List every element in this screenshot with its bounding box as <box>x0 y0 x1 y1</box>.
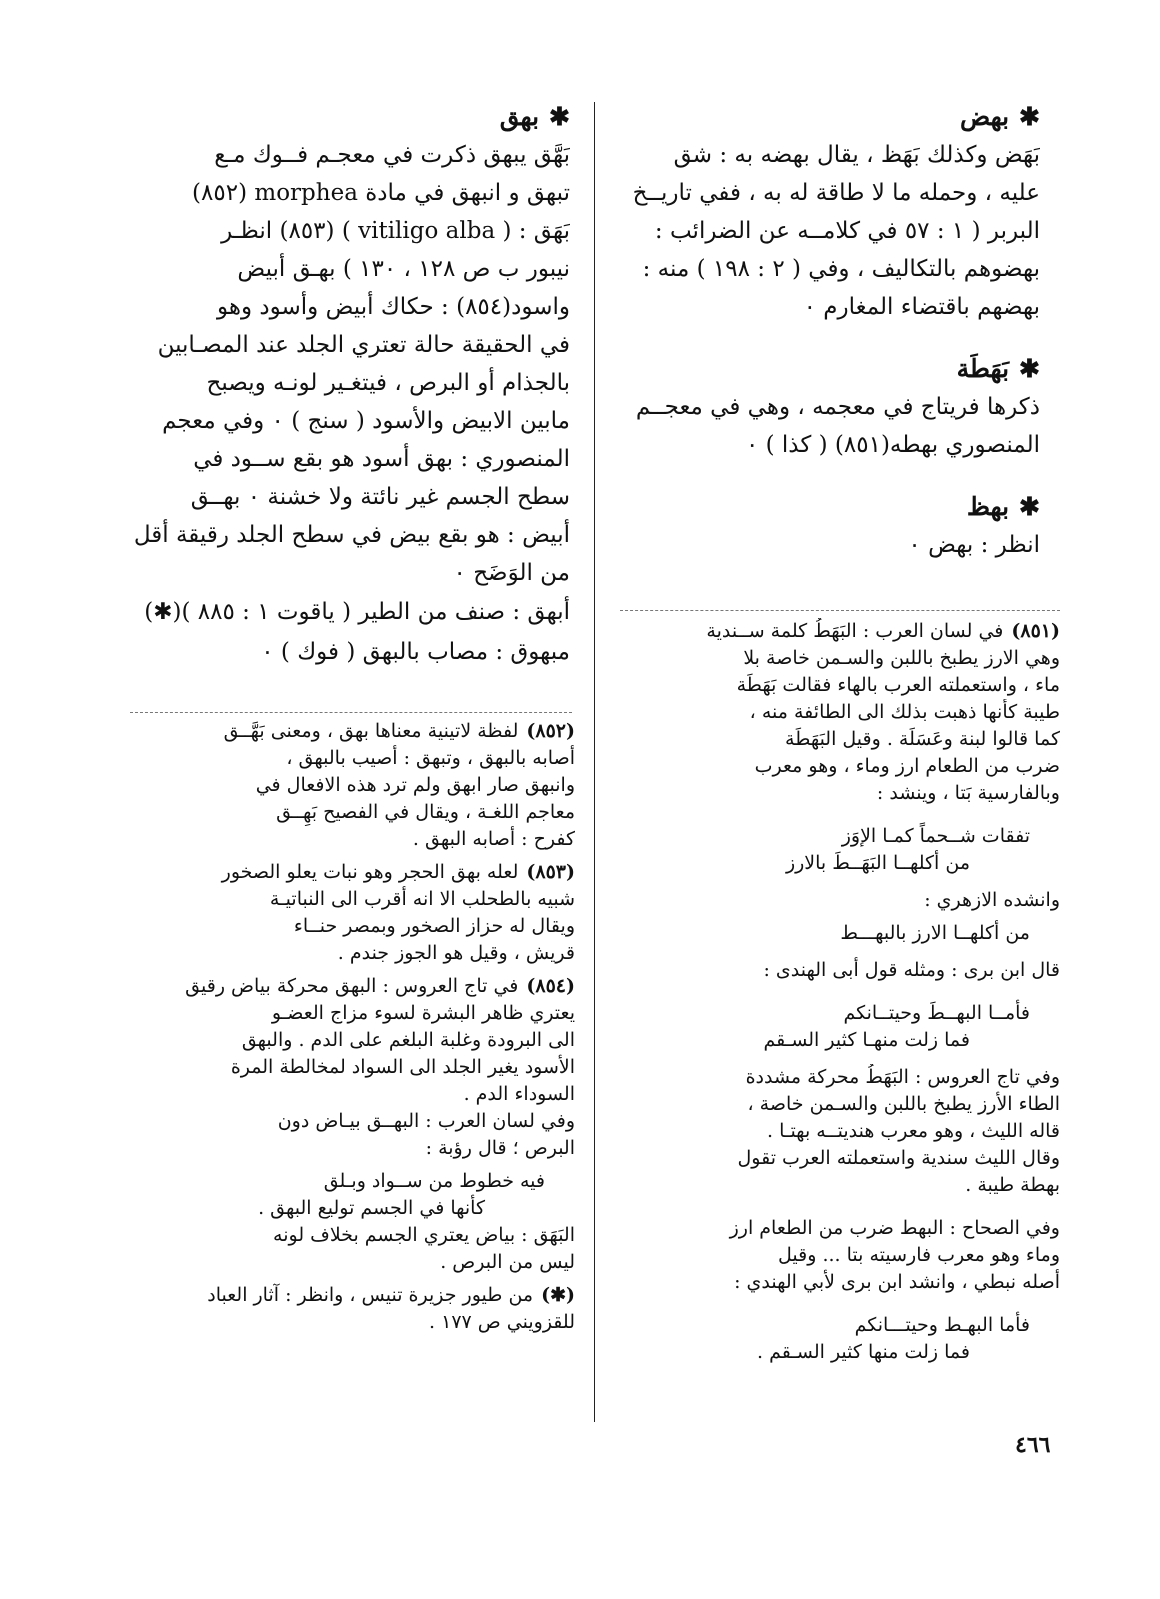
entry-line: بَهَّق يبهق ذكرت في معجـم فــوك مـع <box>214 142 570 168</box>
entry-line: بهضهم باقتضاء المغارم ٠ <box>803 294 1040 320</box>
footnote-line: البَهَق : بياض يعتري الجسم بخلاف لونه <box>273 1224 575 1246</box>
footnote-line: للقزويني ص ١٧٧ . <box>429 1311 575 1333</box>
entry-line: تبهق و انبهق في مادة morphea (٨٥٢) <box>192 180 570 206</box>
entry-head <box>620 490 1040 524</box>
footnote-separator <box>130 712 572 713</box>
paragraph-taj <box>620 1064 1060 1199</box>
headword: بهق <box>499 102 540 131</box>
footnote-851 <box>620 618 1060 807</box>
verse-line: تفقات شــحماً كمـا الإوَز <box>841 825 1030 847</box>
asterisk-icon: ✱ <box>1019 354 1040 383</box>
footnote-line: من طيور جزيرة تنيس ، وانظر : آثار العباد <box>207 1284 534 1306</box>
footnote-line: وماء وهو معرب فارسيته بتا ... وقيل <box>778 1244 1060 1266</box>
footnote-line: البرص ؛ قال رؤبة : <box>425 1137 575 1159</box>
footnote-line: كما قالوا لبنة وعَسَلَة . وقيل البَهَطَة <box>785 728 1060 750</box>
footnote-line: لعله بهق الحجر وهو نبات يعلو الصخور <box>221 861 519 883</box>
headword: بهض <box>959 102 1010 131</box>
footnote-line: الى البرودة وغلبة البلغم على الدم . والبهق <box>241 1029 575 1051</box>
entry-bahaq <box>130 100 570 672</box>
entry-line: أبيض : هو بقع بيض في سطح الجلد رقيقة أقل <box>133 522 570 548</box>
entry-bahd <box>620 100 1040 326</box>
headword: بهظ <box>966 492 1010 521</box>
footnote-separator <box>620 610 1060 611</box>
footnote-line: وهي الارز يطبخ باللبن والسـمن خاصة بلا <box>743 647 1060 669</box>
entry-line: نيبور ب ص ١٢٨ ، ١٣٠ ) بهـق أبيض <box>237 256 570 282</box>
entry-line: بالجذام أو البرص ، فيتغـير لونـه ويصبح <box>206 370 570 396</box>
verse-line: من أكلهــا الارز بالبهـــط <box>840 922 1030 944</box>
footnote-line: ماء ، واستعملته العرب بالهاء فقالت بَهَطَة <box>736 674 1060 696</box>
footnote-line: كفرح : أصابه البهق . <box>412 828 575 850</box>
right-column <box>620 100 1040 590</box>
footnote-line: وفي تاج العروس : البَهَطُ محركة مشددة <box>745 1066 1060 1088</box>
verse-line: فأما البهـط وحيتـــانكم <box>854 1314 1030 1336</box>
footnote-number: (٨٥١) <box>1011 620 1060 642</box>
asterisk-icon: ✱ <box>1019 492 1040 521</box>
footnote-line: وقال الليث سندية واستعملته العرب تقول <box>737 1147 1060 1169</box>
footnote-line: السوداء الدم . <box>463 1083 575 1105</box>
footnote-number: (٨٥٣) <box>526 861 575 883</box>
paragraph-sihah <box>620 1215 1060 1296</box>
footnote-line: في لسان العرب : البَهَطُ كلمة ســندية <box>706 620 1004 642</box>
footnote-line: طيبة كأنها ذهبت بذلك الى الطائفة منه ، <box>749 701 1060 723</box>
footnote-line: قاله الليث ، وهو معرب هنديتــه بهتـا . <box>767 1120 1060 1142</box>
entry-bahata <box>620 352 1040 464</box>
entry-line: واسود(٨٥٤) : حكاك أبيض وأسود وهو <box>216 294 570 320</box>
footnote-line: في تاج العروس : البهق محركة بياض رقيق <box>185 975 519 997</box>
entry-line: مبهوق : مصاب بالبهق ( فوك ) ٠ <box>261 639 570 665</box>
entry-line: مابين الابيض والأسود ( سنج ) ٠ وفي معجم <box>162 408 570 434</box>
footnote-line: وانشده الازهري : <box>924 889 1060 911</box>
entry-head <box>620 352 1040 386</box>
entry-line: بَهَض وكذلك بَهَظ ، يقال بهضه به : شق <box>673 142 1040 168</box>
asterisk-icon: ✱ <box>1019 102 1040 131</box>
column-divider <box>594 102 595 1422</box>
entry-head <box>130 100 570 134</box>
footnote-line: معاجم اللغـة ، ويقال في الفصيح بَهِــق <box>276 801 575 823</box>
verse-line: من أكلهــا البَهَــطَ بالارز <box>785 852 970 874</box>
footnote-line: يعتري ظاهر البشرة لسوء مزاج العضـو <box>271 1002 575 1024</box>
footnote-line: وبالفارسية بَتا ، وينشد : <box>876 782 1060 804</box>
footnote-line: وانبهق صار ابهق ولم ترد هذه الافعال في <box>255 774 575 796</box>
verse-line: فما زلت منها كثير السـقم . <box>756 1341 970 1363</box>
verse-line: فأمــا البهــطَ وحيتــانكم <box>843 1002 1030 1024</box>
footnote-line: الطاء الأرز يطبخ باللبن والسـمن خاصة ، <box>747 1093 1060 1115</box>
entry-line: البربر ( ١ : ٥٧ في كلامــه عن الضرائب : <box>654 218 1040 244</box>
footnote-line: ويقال له حزاز الصخور وبمصر حنــاء <box>293 915 575 937</box>
asterisk-icon: ✱ <box>549 102 570 131</box>
entry-bahz <box>620 490 1040 564</box>
footnote-number: (✱) <box>541 1284 575 1306</box>
footnote-852 <box>130 718 575 853</box>
verse-line: فيه خطوط من ســواد وبـلق <box>323 1170 545 1192</box>
footnote-line: وفي الصحاح : البهط ضرب من الطعام ارز <box>729 1217 1060 1239</box>
footnote-number: (٨٥٤) <box>526 975 575 997</box>
right-footnotes <box>620 618 1060 1366</box>
entry-line: عليه ، وحمله ما لا طاقة له به ، ففي تاريــخ <box>632 180 1040 206</box>
footnote-line: وفي لسان العرب : البهــق بيـاض دون <box>277 1110 575 1132</box>
page-number: ٤٦٦ <box>1015 1432 1051 1458</box>
footnote-854 <box>130 973 575 1162</box>
footnote-line: أصابه بالبهق ، وتبهق : أصيب بالبهق ، <box>286 747 575 769</box>
left-footnotes <box>130 718 575 1342</box>
footnote-853 <box>130 859 575 967</box>
verse-line: كأنها في الجسم توليع البهق . <box>258 1197 485 1219</box>
entry-head <box>620 100 1040 134</box>
footnote-line: ضرب من الطعام ارز وماء ، وهو معرب <box>754 755 1060 777</box>
footnote-number: (٨٥٢) <box>526 720 575 742</box>
footnote-line: الأسود يغير الجلد الى السواد لمخالطة المرة <box>230 1056 575 1078</box>
entry-line: المنصوري : بهق أسود هو بقع ســود في <box>193 446 570 472</box>
footnote-line: قال ابن برى : ومثله قول أبى الهندى : <box>763 959 1060 981</box>
entry-line: بَهَق : ( vitiligo alba ) (٨٥٣) انظـر <box>221 218 570 244</box>
verse-line: فما زلت منهـا كثير السـقم <box>763 1029 970 1051</box>
entry-line: المنصوري بهطه(٨٥١) ( كذا ) ٠ <box>745 432 1040 458</box>
entry-line: بهضوهم بالتكاليف ، وفي ( ٢ : ١٩٨ ) منه : <box>642 256 1040 282</box>
footnote-line: شبيه بالطحلب الا انه أقرب الى النباتيـة <box>269 888 575 910</box>
headword: بَهَطَة <box>956 354 1010 383</box>
footnote-line: ليس من البرص . <box>440 1251 575 1273</box>
footnote-line: قريش ، وقيل هو الجوز جندم . <box>337 942 575 964</box>
footnote-star <box>130 1282 575 1336</box>
footnote-line: بهطة طيبة . <box>965 1174 1060 1196</box>
entry-line: من الوَضَح ٠ <box>453 560 570 586</box>
paragraph-bahaq <box>130 1222 575 1276</box>
footnote-line: لفظة لاتينية معناها بهق ، ومعنى بَهَّــق <box>223 720 519 742</box>
entry-line: سطح الجسم غير نائتة ولا خشنة ٠ بهــق <box>190 484 570 510</box>
entry-line: ذكرها فريتاج في معجمه ، وهي في معجــم <box>635 394 1040 420</box>
left-column <box>130 100 570 698</box>
entry-line: في الحقيقة حالة تعتري الجلد عند المصـابين <box>157 332 570 358</box>
entry-line: انظر : بهض ٠ <box>908 532 1040 558</box>
footnote-line: أصله نبطي ، وانشد ابن برى لأبي الهندي : <box>734 1271 1060 1293</box>
entry-line: أبهق : صنف من الطير ( ياقوت ١ : ٨٨٥ )(✱) <box>144 599 570 625</box>
